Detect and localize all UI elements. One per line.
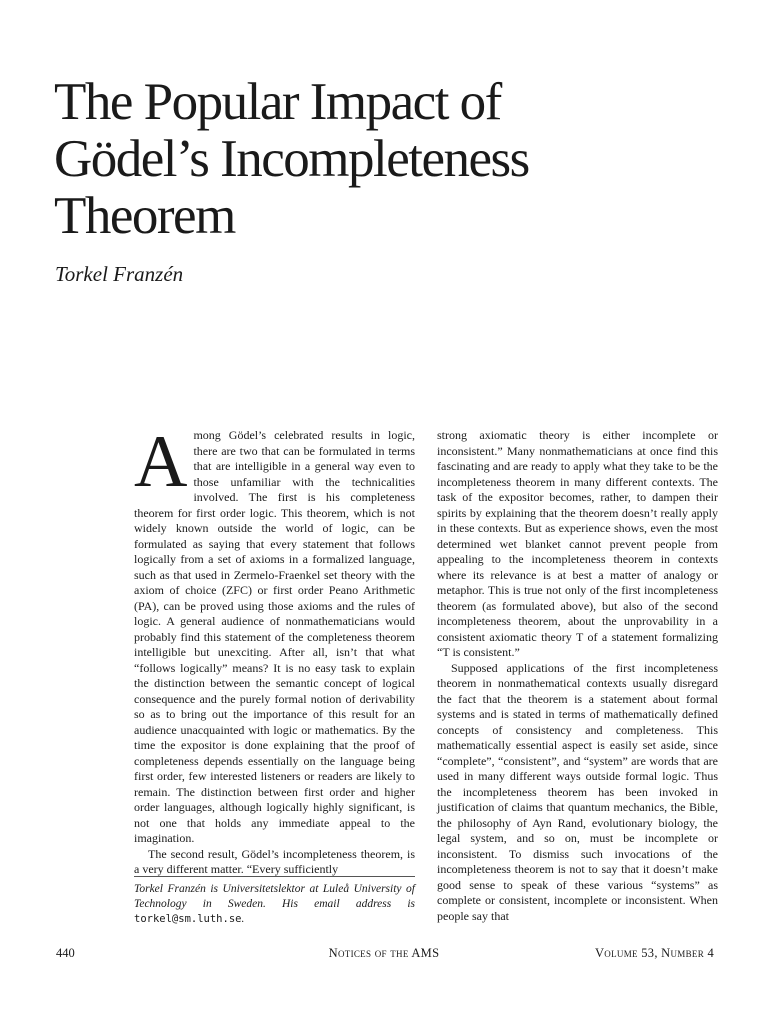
volume-info: Volume 53, Number 4 bbox=[594, 946, 714, 960]
left-column bbox=[134, 421, 415, 878]
footnote-end: . bbox=[241, 913, 245, 925]
right-paragraph-2: Supposed applications of the first incompleteness theorem in nonmathematical contexts usually disregard the fact that the theorem is a statement about formal systems and is stated in terms of mathematically defined concepts of consistency and completeness. This mathematically essential aspect is easily set aside, since “complete”, “consistent”, and “system” are words that are used in many different ways outside formal logic. Thus the incompleteness theorem has been invoked in justification of claims that quantum mechanics, the Bible, the philosophy of Ayn Rand, evolutionary biology, the legal system, and so on, must be incomplete or inconsistent. To dismiss such invocations of the incompleteness theorem is not to say that it doesn’t make good sense to speak of these various “systems” as complete or consistent, incomplete or inconsistent. When people say that bbox=[437, 660, 718, 923]
page-number: 440 bbox=[56, 946, 75, 960]
title-line-2: Gödel’s Incompleteness bbox=[54, 130, 529, 188]
author-name: Torkel Franzén bbox=[55, 262, 184, 286]
left-paragraph-2: The second result, Gödel’s incompleteness theorem, is a very different matter. “Every sufficiently bbox=[134, 846, 415, 876]
right-paragraph-1: strong axiomatic theory is either incomplete or inconsistent.” Many nonmathematicians at once find this fascinating and are ready to apply what they take to be the incompleteness theorem in many different contexts. The task of the expositor becomes, rather, to dampen their spirits by explaining that the theorem doesn’t really apply in these contexts. But as experience shows, even the most determined wet blanket cannot prevent people from appealing to the incompleteness theorem in contexts where its relevance is at best a matter of analogy or metaphor. This is true not only of the first incompleteness theorem (as formulated above), but also of the second incompleteness theorem, about the unprovability in a consistent axiomatic theory T of a statement formalizing “T is consistent.” bbox=[437, 428, 718, 659]
author-footnote bbox=[134, 882, 415, 927]
author-email[interactable]: torkel@sm.luth.se bbox=[134, 913, 242, 925]
left-paragraph-1-text: mong Gödel’s celebrated results in logic, there are two that can be formulated in terms that are intelligible in a general way even to those unfamiliar with the technicalities involved. The first is his completeness theorem for first order logic. This theorem, which is not widely known outside the world of logic, can be formulated as saying that every statement that follows logically from a set of axioms in a formalized language, such as that used in Zermelo-Fraenkel set theory with the axiom of choice (ZFC) or first order Peano Arithmetic (PA), can be proved using those axioms and the rules of logic. A general audience of nonmathematicians would probably find this statement of the completeness theorem intelligible but unexciting. After all, isn’t that what “follows logically” means? It is no easy task to explain the distinction between the semantic concept of logical consequence and the purely formal notion of derivability so as to bring out the importance of this result for an audience unacquainted with logic or mathematics. By the time the expositor is done explaining that the proof of completeness depends essentially on the language being first order, few interested listeners or readers are likely to remain. The distinction between first order and higher order languages, although logically highly significant, is not one that holds any immediate appeal to the imagination. bbox=[134, 428, 415, 845]
footnote-text: Torkel Franzén is Universitetslektor at Luleå University of Technology in Sweden. His email address is bbox=[134, 883, 415, 910]
title-line-3: Theorem bbox=[54, 187, 235, 245]
drop-cap: A bbox=[134, 421, 188, 503]
article-title bbox=[54, 74, 734, 245]
right-column bbox=[437, 428, 718, 924]
footnote-divider bbox=[134, 876, 415, 877]
left-paragraph-1 bbox=[134, 421, 415, 847]
title-line-1: The Popular Impact of bbox=[54, 73, 501, 131]
journal-name: Notices of the AMS bbox=[328, 946, 440, 960]
